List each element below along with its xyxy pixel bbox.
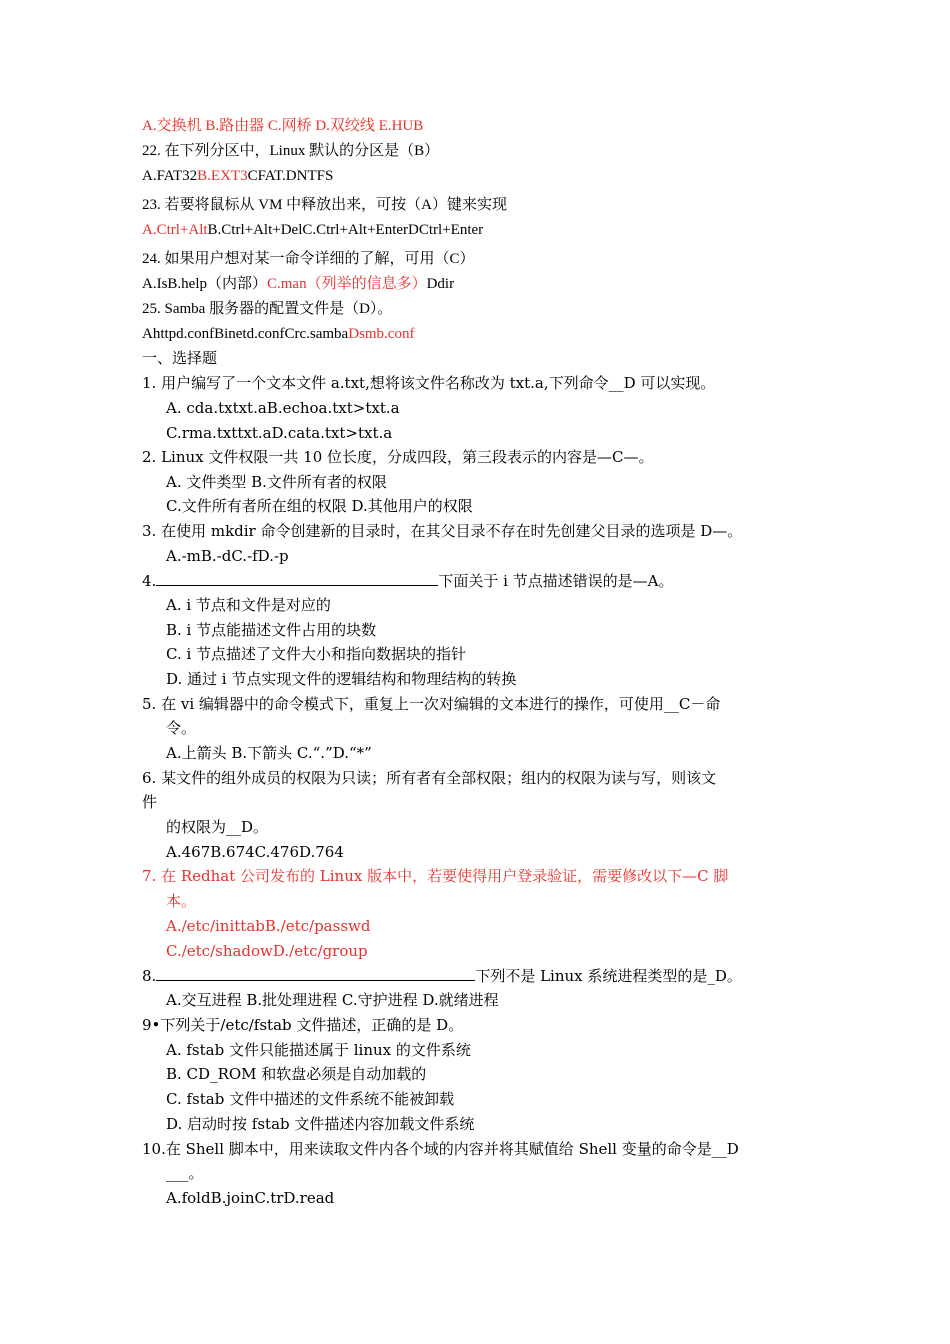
q3-options: A.-mB.-dC.-fD.-p: [166, 547, 289, 565]
q24-text: 24. 如果用户想对某一命令详细的了解，可用（C）: [142, 251, 475, 267]
q6-text-cont: 件: [142, 793, 158, 811]
q22-option-b-answer: B.EXT3: [197, 168, 248, 184]
q25-options: [142, 324, 414, 344]
q8-options: A.交互进程 B.批处理进程 C.守护进程 D.就绪进程: [166, 991, 499, 1009]
q7-options-ab: A./etc/inittabB./etc/passwd: [166, 917, 371, 935]
q1-options-cd: C.rma.txttxt.aD.cata.txt>txt.a: [166, 424, 393, 442]
q9-option-b: B. CD_ROM 和软盘必须是自动加载的: [166, 1065, 427, 1083]
q21-options: A.交换机 B.路由器 C.网桥 D.双绞线 E.HUB: [142, 118, 424, 134]
q24-option-ab: A.IsB.help（内部）: [142, 276, 267, 292]
q4-option-b: B. i 节点能描述文件占用的块数: [166, 621, 377, 639]
q23-option-bcd: B.Ctrl+Alt+DelC.Ctrl+Alt+EnterDCtrl+Enter: [207, 222, 484, 238]
q8-number: 8.: [142, 967, 157, 985]
q2-options-cd: C.文件所有者所在组的权限 D.其他用户的权限: [166, 497, 473, 515]
q9-text: 9•下列关于/etc/fstab 文件描述，正确的是 D。: [142, 1016, 464, 1034]
q1-text: 1. 用户编写了一个文本文件 a.txt,想将该文件名称改为 txt.a,下列命令__D 可以实现。: [142, 374, 716, 392]
q25-text: 25. Samba 服务器的配置文件是（D）。: [142, 301, 393, 317]
q22-options: [142, 166, 333, 186]
q4-option-c: C. i 节点描述了文件大小和指向数据块的指针: [166, 645, 467, 663]
q2-text: 2. Linux 文件权限一共 10 位长度，分成四段，第三段表示的内容是—C—。: [142, 448, 654, 466]
q25-option-d-answer: Dsmb.conf: [348, 326, 415, 342]
q7-text: 7. 在 Redhat 公司发布的 Linux 版本中，若要使得用户登录验证，需要修改以下—C 脚: [142, 867, 729, 885]
q4-blank: [156, 570, 438, 586]
q9-option-d: D. 启动时按 fstab 文件描述内容加载文件系统: [166, 1115, 475, 1133]
q7-options-cd: C./etc/shadowD./etc/group: [166, 942, 368, 960]
q5-text-cont: 令。: [166, 719, 197, 737]
q10-options: A.foldB.joinC.trD.read: [166, 1189, 335, 1207]
q10-text-cont: ___。: [166, 1164, 204, 1182]
q22-option-a: A.FAT32: [142, 168, 198, 184]
q4-stem: 下面关于 i 节点描述错误的是—A。: [438, 572, 674, 590]
q24-option-c-answer: C.man（列举的信息多）: [267, 276, 427, 292]
q22-text: 22. 在下列分区中，Linux 默认的分区是（B）: [142, 143, 440, 159]
q5-options: A.上箭头 B.下箭头 C.“.”D.“*”: [166, 744, 372, 762]
q6-text: 6. 某文件的组外成员的权限为只读；所有者有全部权限；组内的权限为读与写，则该文: [142, 769, 717, 787]
q8-blank: [156, 965, 475, 981]
q23-options: [142, 220, 483, 240]
q8-stem: 下列不是 Linux 系统进程类型的是_D。: [475, 967, 742, 985]
q3-text: 3. 在使用 mkdir 命令创建新的目录时，在其父目录不存在时先创建父目录的选项是 D—。: [142, 522, 743, 540]
section-title: 一、选择题: [142, 349, 218, 367]
q4-number: 4.: [142, 572, 157, 590]
q23-text: 23. 若要将鼠标从 VM 中释放出来，可按（A）键来实现: [142, 197, 508, 213]
q4-text: [142, 570, 673, 591]
q24-option-d: Ddir: [426, 276, 455, 292]
q8-text: [142, 965, 742, 986]
q23-option-a-answer: A.Ctrl+Alt: [142, 222, 208, 238]
q25-option-abc: Ahttpd.confBinetd.confCrc.samba: [142, 326, 349, 342]
q4-option-d: D. 通过 i 节点实现文件的逻辑结构和物理结构的转换: [166, 670, 517, 688]
q24-options: [142, 274, 454, 294]
q1-options-ab: A. cda.txtxt.aB.echoa.txt>txt.a: [166, 399, 400, 417]
q5-text: 5. 在 vi 编辑器中的命令模式下，重复上一次对编辑的文本进行的操作，可使用__C－命: [142, 695, 721, 713]
q6-text-cont2: 的权限为__D。: [166, 818, 269, 836]
q4-option-a: A. i 节点和文件是对应的: [166, 596, 331, 614]
q6-options: A.467B.674C.476D.764: [166, 843, 344, 861]
q2-options-ab: A. 文件类型 B.文件所有者的权限: [166, 473, 387, 491]
q22-option-cd: CFAT.DNTFS: [247, 168, 334, 184]
q7-text-cont: 本。: [166, 892, 197, 910]
q10-text: 10.在 Shell 脚本中，用来读取文件内各个域的内容并将其赋值给 Shell 变量的命令是__D: [142, 1140, 739, 1158]
q9-option-c: C. fstab 文件中描述的文件系统不能被卸载: [166, 1090, 455, 1108]
q9-option-a: A. fstab 文件只能描述属于 linux 的文件系统: [166, 1041, 471, 1059]
